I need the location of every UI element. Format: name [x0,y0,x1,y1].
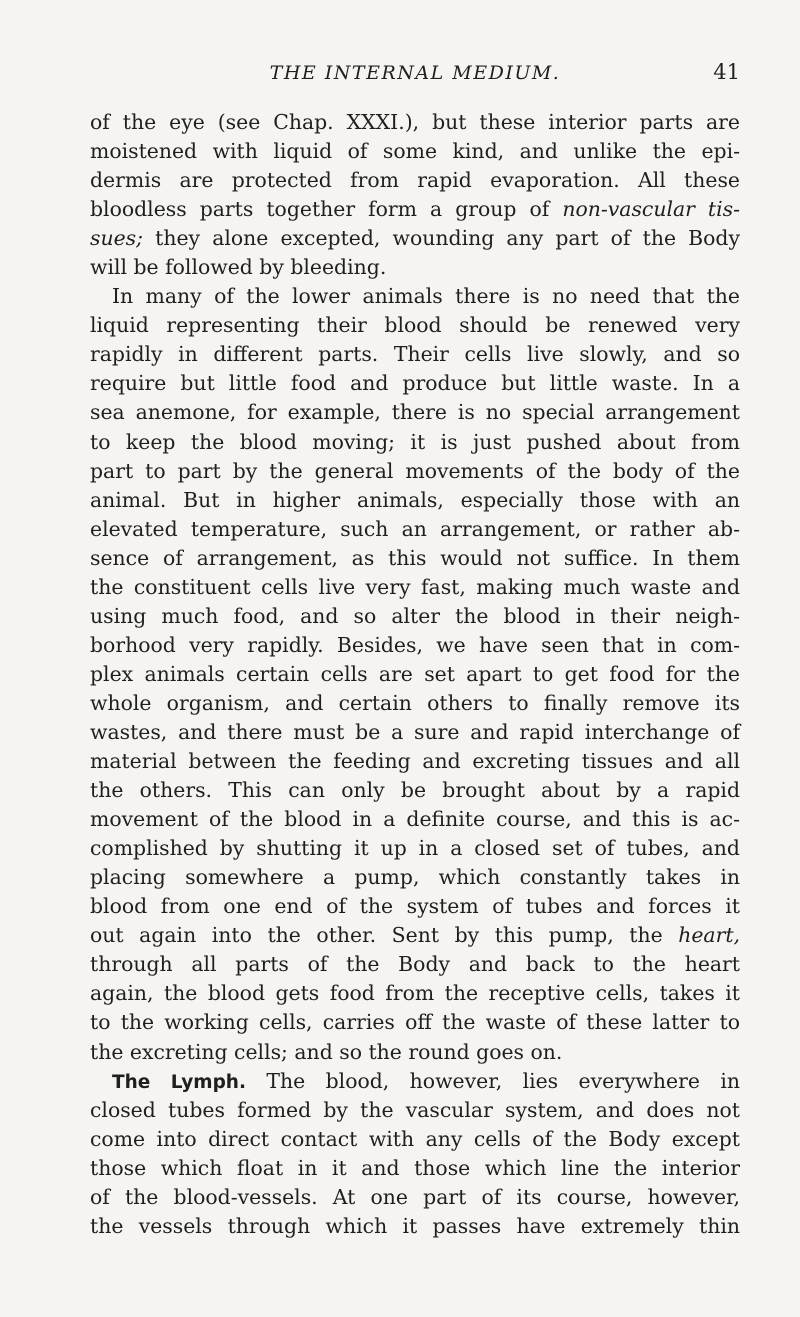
text-line: again, the blood gets food from the receptive cells, takes it [90,981,740,1006]
text-segment: out again into the other. Sent by this pump, the [90,923,679,948]
text-line [90,224,740,253]
text-line: come into direct contact with any cells of the Body except [90,1126,740,1151]
text-line: movement of the blood in a definite course, and this is ac- [90,807,740,832]
text-line: placing somewhere a pump, which constantly takes in [90,865,740,890]
text-line: rapidly in different parts. Their cells live slowly, and so [90,342,740,367]
text-line: wastes, and there must be a sure and rapid interchange of [90,719,740,744]
text-line: through all parts of the Body and back to the heart [90,952,740,977]
text-line [90,1067,740,1096]
text-line: dermis are protected from rapid evaporation. All these [90,168,740,193]
text-line: whole organism, and certain others to finally remove its [90,690,740,715]
text-line: blood from one end of the system of tubes and forces it [90,894,740,919]
text-line: liquid representing their blood should be renewed very [90,313,740,338]
text-line: the vessels through which it passes have extremely thin [90,1213,740,1238]
running-head [90,62,740,92]
text-line: elevated temperature, such an arrangement, or rather ab- [90,516,740,541]
italic-term: heart, [678,923,740,948]
text-line: borhood very rapidly. Besides, we have seen that in com- [90,632,740,657]
text-line: the excreting cells; and so the round goes on. [90,1039,563,1064]
page-number: 41 [713,60,740,84]
text-line: the constituent cells live very fast, making much waste and [90,574,740,599]
text-line: animal. But in higher animals, especially those with an [90,487,740,512]
text-line: closed tubes formed by the vascular system, and does not [90,1097,740,1122]
text-line: sence of arrangement, as this would not suffice. In them [90,545,740,570]
text-line: In many of the lower animals there is no need that the [112,284,740,309]
text-line: require but little food and produce but little waste. In a [90,371,740,396]
text-line: will be followed by bleeding. [90,255,387,280]
text-line: those which float in it and those which line the interior [90,1155,740,1180]
text-segment: The blood, however, lies everywhere in [246,1068,740,1093]
paragraph-circulation [90,282,740,1066]
text-line: part to part by the general movements of the body of the [90,458,740,483]
text-line: moistened with liquid of some kind, and unlike the epi- [90,139,740,164]
text-line: sea anemone, for example, there is no special arrangement [90,400,740,425]
text-segment: they alone excepted, wounding any part of the Body [143,226,740,251]
section-heading: The Lymph. [112,1071,247,1093]
text-line [90,921,740,950]
text-line: complished by shutting it up in a closed set of tubes, and [90,836,740,861]
text-line [90,195,740,224]
paragraph-lymph [90,1067,740,1241]
body-text [90,108,740,1241]
text-line: plex animals certain cells are set apart to get food for the [90,661,740,686]
text-line: the others. This can only be brought about by a rapid [90,778,740,803]
text-segment: bloodless parts together form a group of [90,197,563,222]
italic-term: non-vascular tis- [562,197,741,222]
text-line: to the working cells, carries off the waste of these latter to [90,1010,740,1035]
running-title: THE INTERNAL MEDIUM. [269,62,561,84]
text-line: of the blood-vessels. At one part of its course, however, [90,1184,740,1209]
text-line: to keep the blood moving; it is just pushed about from [90,429,740,454]
text-line: using much food, and so alter the blood in their neigh- [90,603,740,628]
paragraph-continuation [90,108,740,282]
text-line: material between the feeding and excreting tissues and all [90,749,740,774]
text-line: of the eye (see Chap. XXXI.), but these interior parts are [90,110,740,134]
italic-term: sues; [90,226,143,251]
